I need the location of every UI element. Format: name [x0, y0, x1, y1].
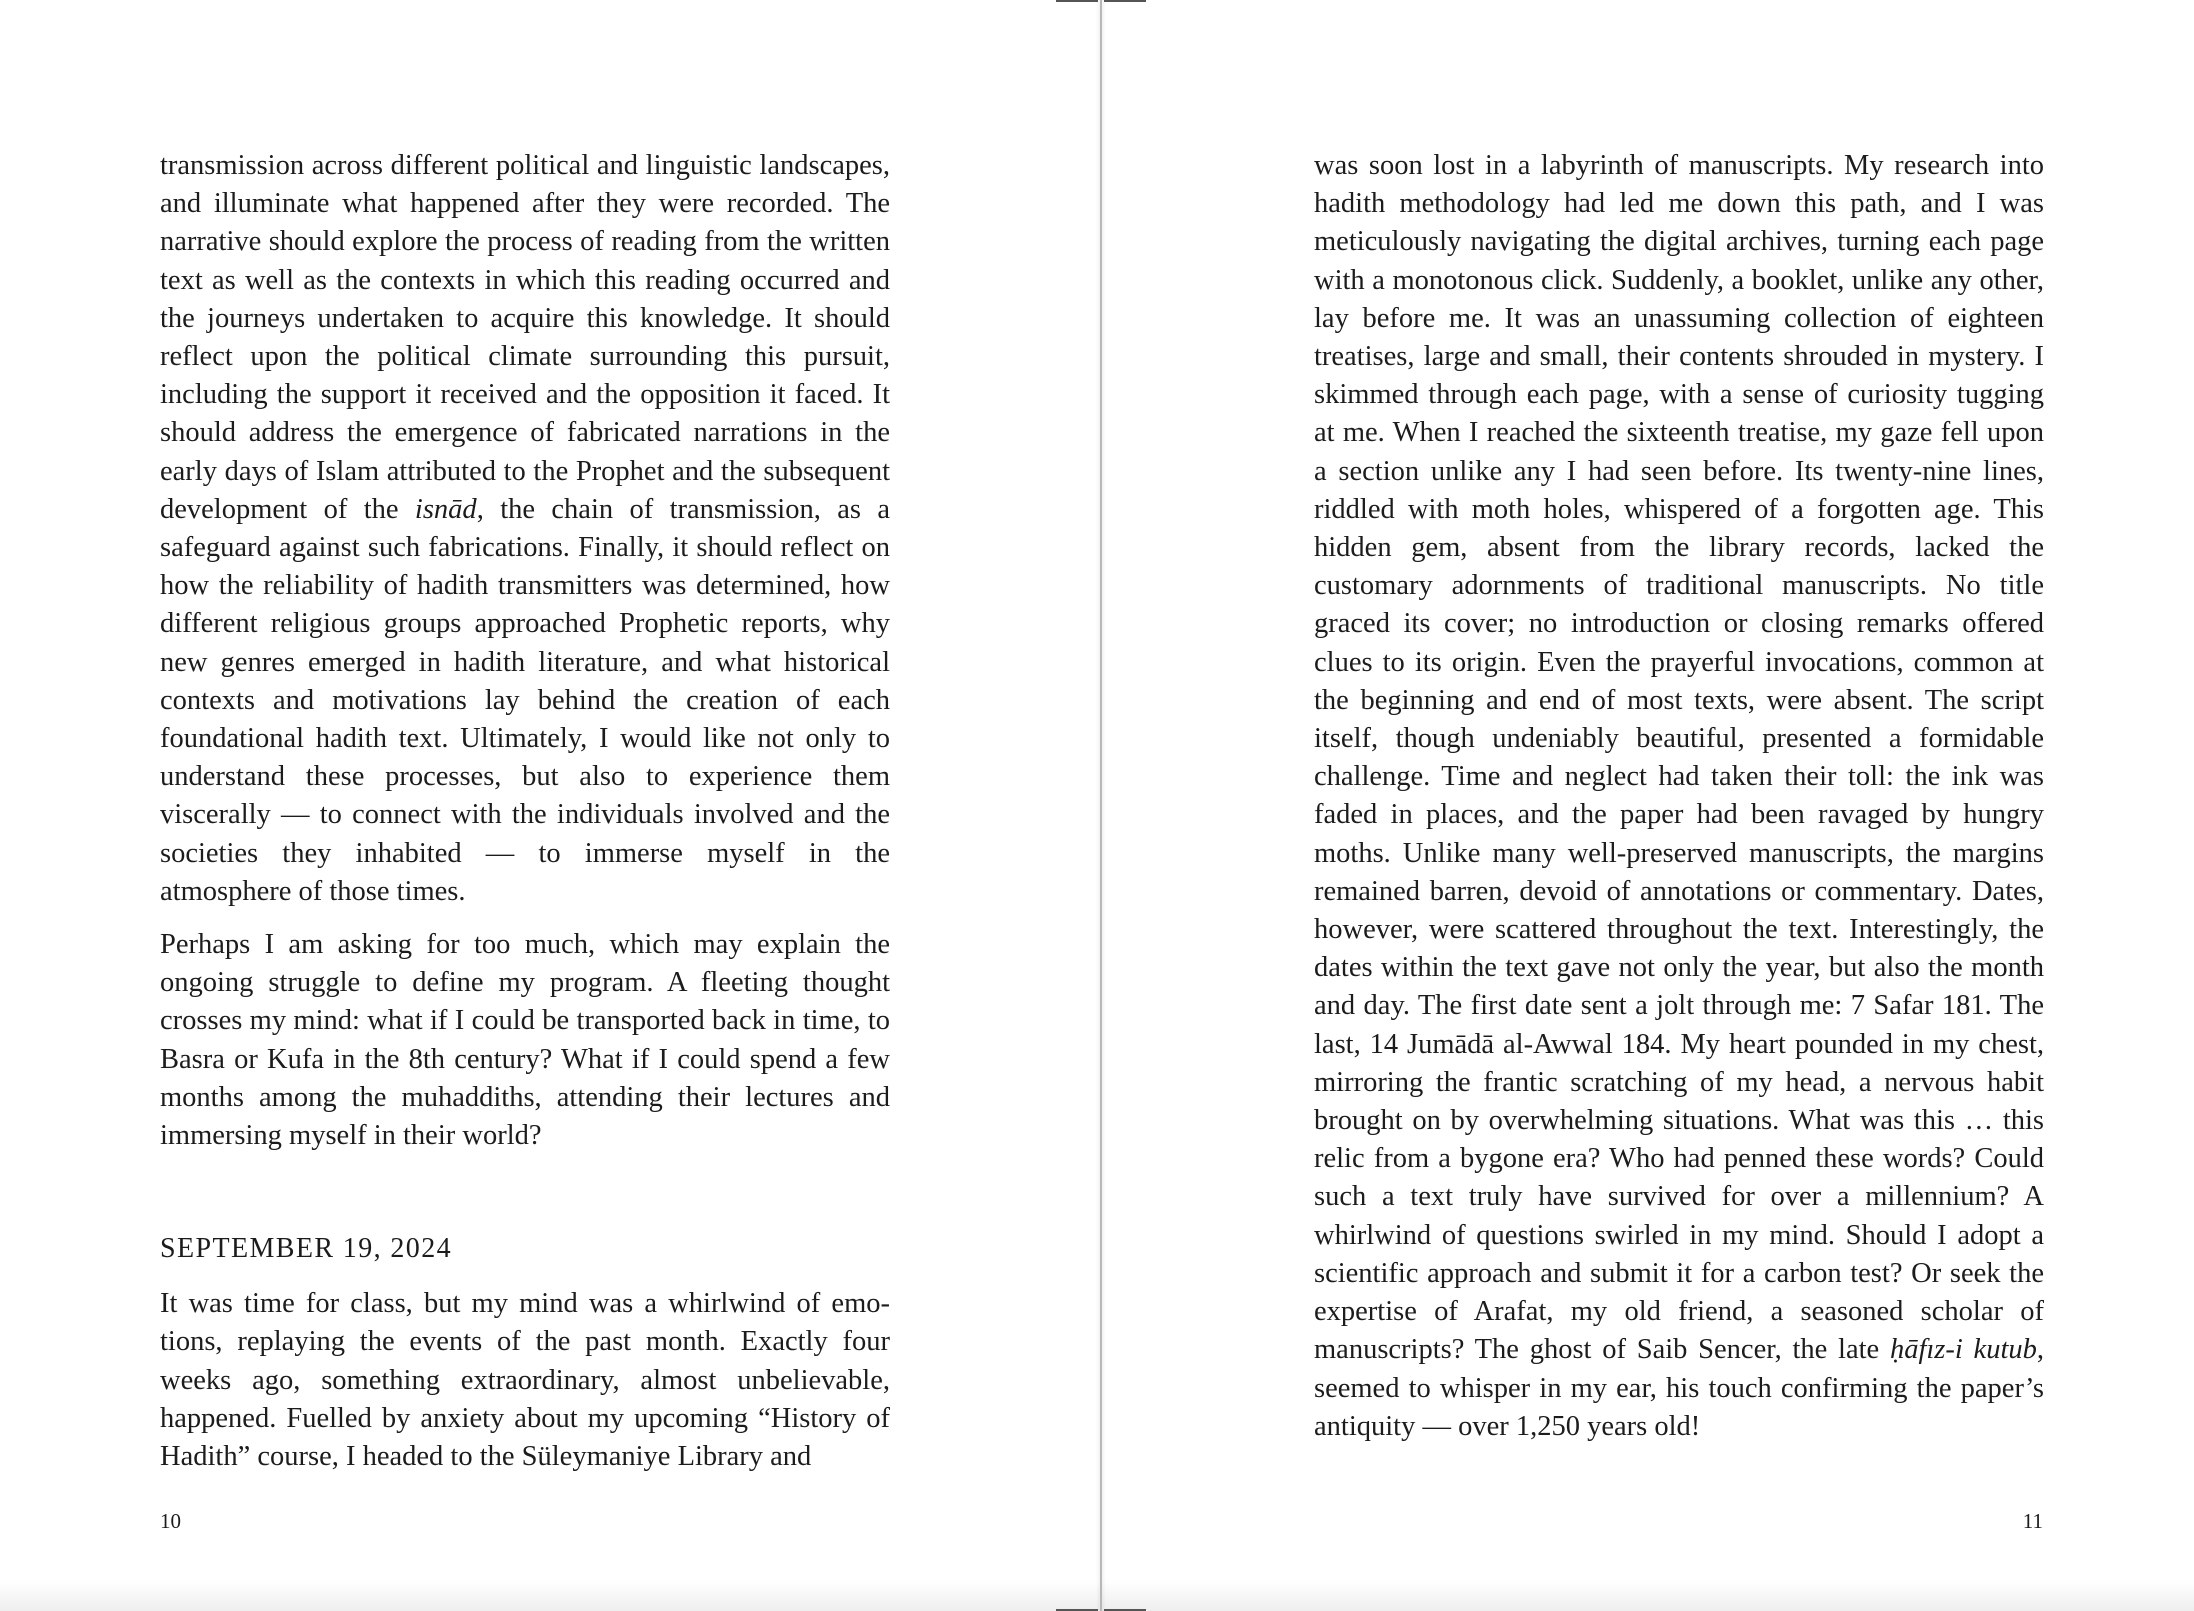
crop-mark-top-right	[1104, 0, 1146, 2]
right-paragraph-1: was soon lost in a labyrinth of manuscripts. My research into hadith methodology had led me down this path, and I was meticulously navigating the digital archives, turning each page with a monotonous click. Suddenly, a booklet, unlike any other, lay before me. It was an unassuming collection of eighteen treatises, large and small, their contents shrouded in mystery. I skimmed through each page, with a sense of curiosity tugging at me. When I reached the sixteenth treatise, my gaze fell upon a section unlike any I had seen before. Its twenty-nine lines, riddled with moth holes, whispered of a forgotten age. This hidden gem, absent from the library records, lacked the customary adornments of traditional manuscripts. No title graced its cover; no introduction or closing remarks offered clues to its origin. Even the prayerful invocations, common at the beginning and end of most texts, were absent. The script itself, though undeniably beautiful, presented a formidable challenge. Time and neglect had taken their toll: the ink was faded in places, and the paper had been ravaged by hungry moths. Unlike many well-preserved manuscripts, the margins remained barren, devoid of annotations or commentary. Dates, however, were scattered throughout the text. Interestingly, the dates within the text gave not only the year, but also the month and day. The first date sent a jolt through me: 7 Safar 181. The last, 14 Jumādā al-Awwal 184. My heart pounded in my chest, mirroring the frantic scratching of my head, a nervous habit brought on by overwhelming situations. What was this … this relic from a bygone era? Who had penned these words? Could such a text truly have survived for over a millennium? A whirlwind of questions swirled in my mind. Should I adopt a scientific approach and submit it for a carbon test? Or seek the expertise of Arafat, my old friend, a seasoned scholar of manuscripts? The ghost of Saib Sencer, the late ḥāfız-i kutub, seemed to whisper in my ear, his touch confirming the paper’s antiquity — over 1,250 years old!	[1314, 150, 2044, 1442]
left-paragraph-1: transmission across different political and linguistic landscapes, and illuminate what happened after they were recorded. The narrative should explore the process of reading from the written text as well as the contexts in which this reading occurred and the journeys undertaken to acquire this knowledge. It should reflect upon the political climate surrounding this pursuit, including the support it received and the opposition it faced. It should address the emergence of fabricated narrations in the early days of Islam attributed to the Prophet and the subsequent development of the isnād, the chain of transmission, as a safeguard against such fabrications. Finally, it should reflect on how the reliability of hadith transmitters was determined, how different religious groups approached Prophetic reports, why new genres emerged in hadith literature, and what historical contexts and motivations lay behind the creation of each foundational hadith text. Ultimately, I would like not only to understand these processes, but also to experience them viscerally — to connect with the individuals involved and the societies they inhabited — to immerse myself in the atmosphere of those times.	[160, 150, 890, 907]
hafiz-term: ḥāfız-i kutub	[1889, 1334, 2037, 1366]
right-page	[1314, 147, 2044, 1446]
left-page	[160, 147, 890, 1476]
page-number-right: 11	[2022, 1509, 2043, 1533]
crop-mark-top-left	[1056, 0, 1098, 2]
isnad-term: isnād	[414, 493, 477, 525]
section-heading-date: SEPTEMBER 19, 2024	[160, 1233, 453, 1265]
page-number-left: 10	[160, 1509, 181, 1533]
left-paragraph-3: It was time for class, but my mind was a whirlwind of emotions, replaying the events of the past month. Exactly four weeks ago, something extraordinary, almost unbelievable, happened. Fuelled by anxiety about my upcoming “History of Hadith” course, I headed to the Süleymaniye Library and	[160, 1288, 890, 1473]
left-paragraph-2: Perhaps I am asking for too much, which may explain the ongoing struggle to define my program. A fleeting thought crosses my mind: what if I could be transported back in time, to Basra or Kufa in the 8th century? What if I could spend a few months among the muhaddiths, attending their lectures and immersing myself in their world?	[160, 929, 890, 1152]
book-gutter	[1100, 0, 1102, 1611]
